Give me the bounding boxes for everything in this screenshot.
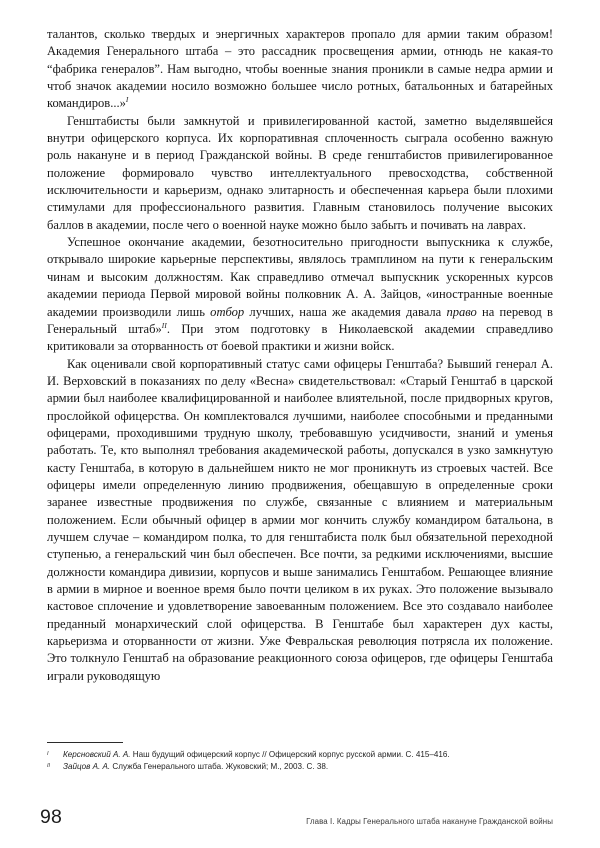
text-run: талантов, сколько твердых и энергичных характеров пропало для армии таким образом! Академия Генерального штаба – это рассадник просвещения армии, отнюдь не какая-то “фабрика генералов”. Нам выгодно, чтобы военные знания проникли в самые недра армии и чтоб значок академии носило возможно большее число ротных, батальонных и батарейных командиров...» <box>47 27 553 111</box>
body-text-block <box>47 26 553 685</box>
footnote-item <box>47 749 553 761</box>
footnotes-section <box>47 742 553 774</box>
footnote-list <box>47 749 553 774</box>
running-head: Глава I. Кадры Генерального штаба накануне Гражданской войны <box>306 817 553 826</box>
body-paragraph <box>47 113 553 234</box>
text-run: Успешное окончание академии, безотносительно пригодности выпускника к службе, открывало широкие карьерные перспективы, являлось трамплином на пути к генеральским чинам и высоким должностям. Как справедливо отмечал выпускник ускоренных курсов академии периода Первой мировой войны полковник А. А. Зайцов, «иностранные военные академии производили лишь <box>47 235 553 319</box>
text-run: Как оценивали свой корпоративный статус сами офицеры Генштаба? Бывший генерал А. И. Верховский в показаниях по делу «Весна» свидетельствовал: «Старый Генштаб в царской армии был наиболее квалифицированной и наиболее влиятельной, после придворных кругов, прослойкой офицерства. Он комплектовался лучшими, наиболее способными и преданными офицерами, проходившими трудную школу, требовавшую усидчивости, знаний и уменья работать. Те, кто выполнял требования академической работы, допускался в узко замкнутую касту Генштаба, в которую в дальнейшем никто не мог проникнуть из строевых частей. Все офицеры имели определенную линию продвижения, обещавшую в определенные сроки заранее известные продвижения по службе, связанные с влиянием и материальным положением. Если обычный офицер в армии мог кончить службу командиром батальона, в лучшем случае – командиром полка, то для генштабиста полк был обязательной переходной ступенью, а генеральский чин был обеспечен. Все почти, за редкими исключениями, высшие должности командира дивизии, корпусов и выше занимались Генштабом. Решающее влияние в армии в мирное и военное время было почти целиком в их руках. Это положение вызывало кастовое сплочение и удовлетворение завоеванным положением. Все это создавало наиболее преданный монархический слой офицерства. В Генштабе был характерен дух касты, карьеризма и оторванности от жизни. Уже Февральская революция потрясла их положение. Это толкнуло Генштаб на образование реакционного союза офицеров, где офицеры Генштаба играли руководящую <box>47 356 553 683</box>
text-run: лучших, наша же академия давала <box>244 304 447 319</box>
footnote-item <box>47 761 553 773</box>
footnote-text <box>63 749 553 761</box>
page-number: 98 <box>40 806 63 828</box>
emphasis-text: отбор <box>210 304 245 319</box>
text-run: Наш будущий офицерский корпус // Офицерский корпус русской армии. С. 415–416. <box>130 750 450 759</box>
body-paragraph <box>47 26 553 113</box>
body-paragraph <box>47 234 553 355</box>
emphasis-text: право <box>446 304 477 319</box>
body-paragraph <box>47 356 553 686</box>
footnote-reference[interactable]: II <box>161 321 167 330</box>
page-footer <box>0 806 600 840</box>
footnote-marker: I <box>47 751 49 757</box>
footnote-marker: II <box>47 763 51 770</box>
text-run: на перевод в Генеральный штаб» <box>47 304 553 336</box>
footnote-text <box>63 761 553 773</box>
emphasis-text: Зайцов А. А. <box>63 762 111 772</box>
footnote-reference[interactable]: I <box>125 96 129 105</box>
text-run: Служба Генерального штаба. Жуковский; М., 2003. С. 38. <box>110 762 329 772</box>
text-run: . При этом подготовку в Николаевской академии справедливо критиковали за оторванность от боевой практики и жизни войск. <box>47 321 553 354</box>
footnote-separator-rule <box>47 742 123 743</box>
text-run: Генштабисты были замкнутой и привилегированной кастой, заметно выделявшейся внутри офицерского корпуса. Их корпоративная сплоченность сыграла особенно важную роль накануне и в период Гражданской войны. В среде генштабистов привилегированное положение формировало чувство интеллектуального превосходства, собственной исключительности и карьеризм, однако элитарность и обеспеченная карьера были плохими стимулами для профессионального развития. Главным становилось получение высоких баллов в академии, после чего о военной науке можно было забыть и почивать на лаврах. <box>47 113 553 232</box>
emphasis-text: Керсновский А. А. <box>63 750 131 759</box>
